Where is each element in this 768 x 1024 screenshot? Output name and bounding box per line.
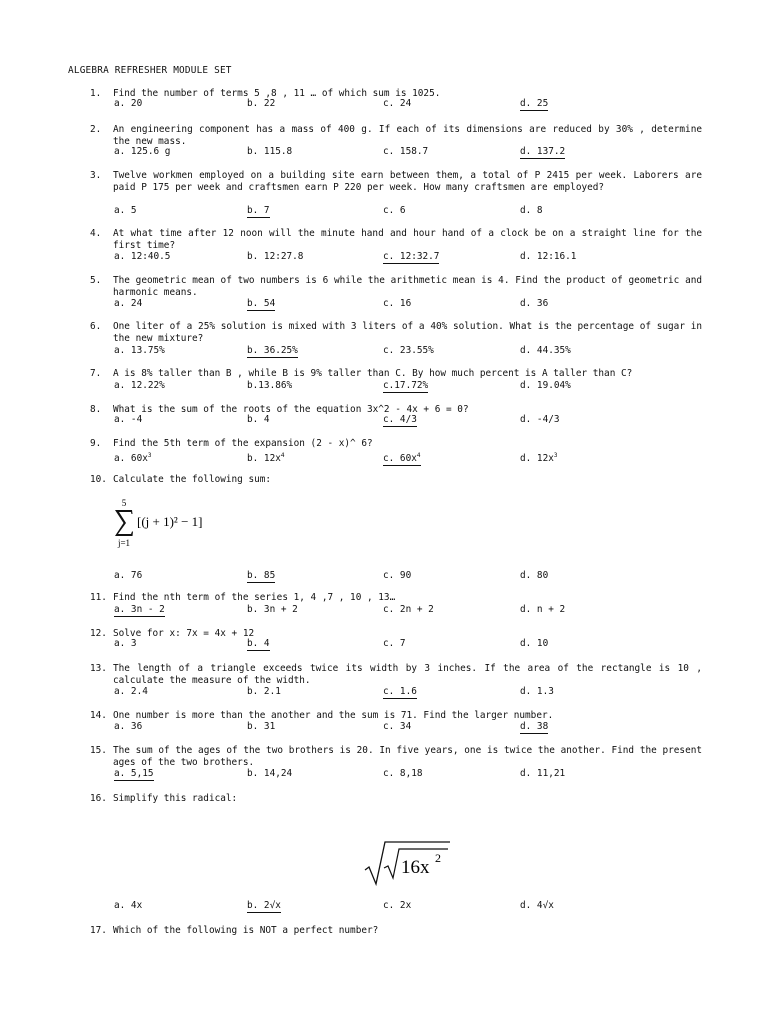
option-text: d. -4/3 (520, 414, 560, 425)
option-text: b. 36.25% (247, 345, 298, 356)
option-text: b. 54 (247, 298, 276, 309)
answer-option (520, 345, 571, 357)
answer-option (247, 450, 285, 465)
correct-answer-option (247, 570, 275, 583)
answer-option (114, 721, 142, 733)
radical-exponent: 2 (435, 851, 441, 865)
option-text: a. 5,15 (114, 768, 154, 779)
option-text: d. 1.3 (520, 686, 554, 697)
question-14 (90, 710, 702, 722)
sigma-symbol (115, 510, 133, 536)
question-9 (90, 438, 702, 450)
answer-option (114, 380, 165, 392)
option-exponent: 3 (553, 452, 558, 459)
answer-option (383, 721, 411, 733)
answer-option (520, 570, 548, 582)
question-text: One liter of a 25% solution is mixed with 3 liters of a 40% solution. What is the percentage of sugar in the new mixture? (113, 321, 702, 344)
radical-formula (364, 840, 464, 886)
option-text: b. 7 (247, 205, 270, 216)
option-text: d. 44.35% (520, 345, 571, 356)
option-text: b. 2√x (247, 900, 281, 911)
answer-option (247, 98, 275, 110)
option-text: a. 2.4 (114, 686, 148, 697)
option-text: c. 6 (383, 205, 406, 216)
option-text: b. 85 (247, 570, 276, 581)
option-text: a. 24 (114, 298, 143, 309)
answer-options-15 (90, 768, 702, 780)
answer-option (247, 380, 292, 392)
answer-option (247, 768, 292, 780)
question-text: Find the nth term of the series 1, 4 ,7 , 10 , 13… (113, 592, 396, 603)
answer-option (114, 638, 137, 650)
option-text: b. 22 (247, 98, 276, 109)
answer-option (114, 900, 142, 912)
question-number: 1. (90, 88, 102, 99)
question-number: 5. (90, 275, 102, 286)
answer-options-11 (90, 604, 702, 616)
sum-body: [(j + 1)² − 1] (137, 514, 203, 529)
answer-option (114, 570, 142, 582)
question-2 (90, 124, 702, 147)
option-text: c. 90 (383, 570, 412, 581)
answer-options-1 (90, 98, 702, 110)
option-text: d. 11,21 (520, 768, 566, 779)
option-text: c. 24 (383, 98, 412, 109)
question-7 (90, 368, 702, 380)
question-text: Which of the following is NOT a perfect number? (113, 925, 379, 936)
correct-answer-option (383, 380, 428, 393)
correct-answer-option (383, 251, 439, 264)
correct-answer-option (247, 298, 275, 311)
option-text: d. 4√x (520, 900, 554, 911)
question-3 (90, 170, 702, 193)
option-text: c. 23.55% (383, 345, 434, 356)
question-15 (90, 745, 702, 768)
option-text: d. 12x (520, 453, 554, 464)
option-text: d. 12:16.1 (520, 251, 577, 262)
option-text: c. 16 (383, 298, 412, 309)
answer-option (520, 450, 558, 465)
question-text: Find the number of terms 5 ,8 , 11 … of which sum is 1025. (113, 88, 441, 99)
option-text: b. 3n + 2 (247, 604, 298, 615)
answer-options-14 (90, 721, 702, 733)
option-text: c. 12:32.7 (383, 251, 440, 262)
answer-option (520, 604, 565, 616)
answer-options-4 (90, 251, 702, 263)
answer-option (247, 686, 281, 698)
question-number: 17. (90, 925, 107, 936)
option-text: c. 2x (383, 900, 412, 911)
option-text: a. -4 (114, 414, 143, 425)
option-text: d. 38 (520, 721, 549, 732)
correct-answer-option (383, 414, 417, 427)
question-text: At what time after 12 noon will the minute hand and hour hand of a clock be on a straight line for the first time? (113, 228, 702, 251)
question-number: 10. (90, 474, 107, 485)
option-text: c. 4/3 (383, 414, 417, 425)
question-text: One number is more than the another and the sum is 71. Find the larger number. (113, 710, 554, 721)
question-number: 8. (90, 404, 102, 415)
correct-answer-option (247, 638, 270, 651)
question-number: 15. (90, 745, 107, 756)
option-text: a. 3n - 2 (114, 604, 165, 615)
answer-option (247, 604, 298, 616)
option-text: d. 25 (520, 98, 549, 109)
correct-answer-option (520, 98, 548, 111)
option-text: a. 3 (114, 638, 137, 649)
radical-body: 16x (401, 857, 430, 878)
sum-upper-limit: 5 (121, 498, 127, 508)
answer-option (247, 251, 303, 263)
option-text: d. n + 2 (520, 604, 566, 615)
option-text: b. 14,24 (247, 768, 293, 779)
answer-option (114, 251, 170, 263)
option-text: c. 2n + 2 (383, 604, 434, 615)
answer-option (383, 604, 434, 616)
answer-options-9 (90, 450, 702, 462)
answer-option (520, 686, 554, 698)
question-number: 14. (90, 710, 107, 721)
question-number: 3. (90, 170, 102, 181)
option-text: b. 4 (247, 638, 270, 649)
option-text: a. 5 (114, 205, 137, 216)
answer-option (247, 721, 275, 733)
question-text: The sum of the ages of the two brothers is 20. In five years, one is twice the another. Find the present ages of the two brothers. (113, 745, 702, 768)
question-number: 16. (90, 793, 107, 804)
option-text: b. 4 (247, 414, 270, 425)
correct-answer-option (383, 686, 417, 699)
answer-option (114, 146, 170, 158)
answer-option (247, 414, 270, 426)
question-text: Find the 5th term of the expansion (2 - x)^ 6? (113, 438, 373, 449)
option-text: d. 8 (520, 205, 543, 216)
answer-option (383, 900, 411, 912)
answer-options-5 (90, 298, 702, 310)
correct-answer-option (520, 721, 548, 734)
question-text: Solve for x: 7x = 4x + 12 (113, 628, 255, 639)
question-number: 11. (90, 592, 107, 603)
answer-options-8 (90, 414, 702, 426)
option-text: a. 76 (114, 570, 143, 581)
option-text: c. 8,18 (383, 768, 423, 779)
option-exponent: 3 (147, 452, 152, 459)
answer-option (383, 638, 406, 650)
option-exponent: 4 (416, 452, 421, 459)
answer-options-7 (90, 380, 702, 392)
answer-options-10 (90, 570, 702, 582)
option-text: c. 158.7 (383, 146, 429, 157)
answer-option (383, 205, 406, 217)
answer-option (520, 414, 560, 426)
document-title: ALGEBRA REFRESHER MODULE SET (68, 65, 232, 76)
answer-option (114, 345, 165, 357)
option-text: d. 80 (520, 570, 549, 581)
option-text: a. 4x (114, 900, 143, 911)
option-exponent: 4 (280, 452, 285, 459)
option-text: b. 12x (247, 453, 281, 464)
question-number: 6. (90, 321, 102, 332)
answer-options-12 (90, 638, 702, 650)
option-text: c. 34 (383, 721, 412, 732)
option-text: b. 12:27.8 (247, 251, 304, 262)
correct-answer-option (247, 345, 298, 358)
question-6 (90, 321, 702, 344)
answer-option (114, 686, 148, 698)
correct-answer-option (247, 900, 281, 913)
answer-option (247, 146, 292, 158)
answer-option (383, 146, 428, 158)
answer-options-2 (90, 146, 702, 158)
option-text: a. 12:40.5 (114, 251, 171, 262)
question-text: The geometric mean of two numbers is 6 while the arithmetic mean is 4. Find the product of geometric and harmonic means. (113, 275, 702, 298)
option-text: b. 115.8 (247, 146, 293, 157)
option-text: d. 19.04% (520, 380, 571, 391)
answer-option (114, 205, 137, 217)
answer-options-3 (90, 205, 702, 217)
question-number: 9. (90, 438, 102, 449)
question-4 (90, 228, 702, 251)
question-text: An engineering component has a mass of 400 g. If each of its dimensions are reduced by 30% , determine the new mass. (113, 124, 702, 147)
answer-option (520, 900, 554, 912)
correct-answer-option (114, 604, 165, 617)
option-text: d. 36 (520, 298, 549, 309)
correct-answer-option (247, 205, 270, 218)
option-text: a. 13.75% (114, 345, 165, 356)
question-13 (90, 663, 702, 686)
answer-options-16 (90, 900, 702, 912)
answer-option (520, 380, 571, 392)
question-text: Simplify this radical: (113, 793, 238, 804)
correct-answer-option (383, 450, 421, 466)
answer-option (520, 638, 548, 650)
option-text: c. 7 (383, 638, 406, 649)
answer-option (114, 298, 142, 310)
question-number: 12. (90, 628, 107, 639)
answer-option (383, 570, 411, 582)
option-text: b. 31 (247, 721, 276, 732)
question-number: 13. (90, 663, 107, 674)
option-text: a. 125.6 g (114, 146, 171, 157)
question-16 (90, 793, 702, 805)
option-text: a. 20 (114, 98, 143, 109)
question-text: The length of a triangle exceeds twice its width by 3 inches. If the area of the rectangle is 10 , calculate the measure of the width. (113, 663, 702, 686)
option-text: a. 36 (114, 721, 143, 732)
option-text: b.13.86% (247, 380, 293, 391)
answer-option (383, 98, 411, 110)
answer-option (114, 450, 152, 465)
option-text: d. 10 (520, 638, 549, 649)
question-text: Twelve workmen employed on a building site earn between them, a total of P 2415 per week. Laborers are paid P 175 per week and craftsmen earn P 220 per week. How many craftsmen are employed? (113, 170, 702, 193)
option-text: a. 60x (114, 453, 148, 464)
sum-lower-limit: j=1 (117, 538, 131, 548)
question-17 (90, 925, 702, 937)
question-number: 4. (90, 228, 102, 239)
question-11 (90, 592, 702, 604)
question-5 (90, 275, 702, 298)
option-text: a. 12.22% (114, 380, 165, 391)
answer-option (520, 251, 576, 263)
question-number: 7. (90, 368, 102, 379)
answer-option (520, 768, 565, 780)
option-text: d. 137.2 (520, 146, 566, 157)
answer-option (383, 345, 434, 357)
answer-option (114, 414, 142, 426)
correct-answer-option (520, 146, 565, 159)
question-number: 2. (90, 124, 102, 135)
answer-option (383, 298, 411, 310)
question-text: Calculate the following sum: (113, 474, 272, 485)
answer-option (520, 298, 548, 310)
answer-options-13 (90, 686, 702, 698)
option-text: c.17.72% (383, 380, 429, 391)
answer-option (520, 205, 543, 217)
option-text: b. 2.1 (247, 686, 281, 697)
summation-formula (112, 497, 252, 548)
question-text: What is the sum of the roots of the equation 3x^2 - 4x + 6 = 0? (113, 404, 469, 415)
option-text: c. 60x (383, 453, 417, 464)
option-text: c. 1.6 (383, 686, 417, 697)
question-10 (90, 474, 702, 486)
question-text: A is 8% taller than B , while B is 9% taller than C. By how much percent is A taller than C? (113, 368, 633, 379)
correct-answer-option (114, 768, 154, 781)
answer-option (114, 98, 142, 110)
answer-option (383, 768, 423, 780)
answer-options-6 (90, 345, 702, 357)
